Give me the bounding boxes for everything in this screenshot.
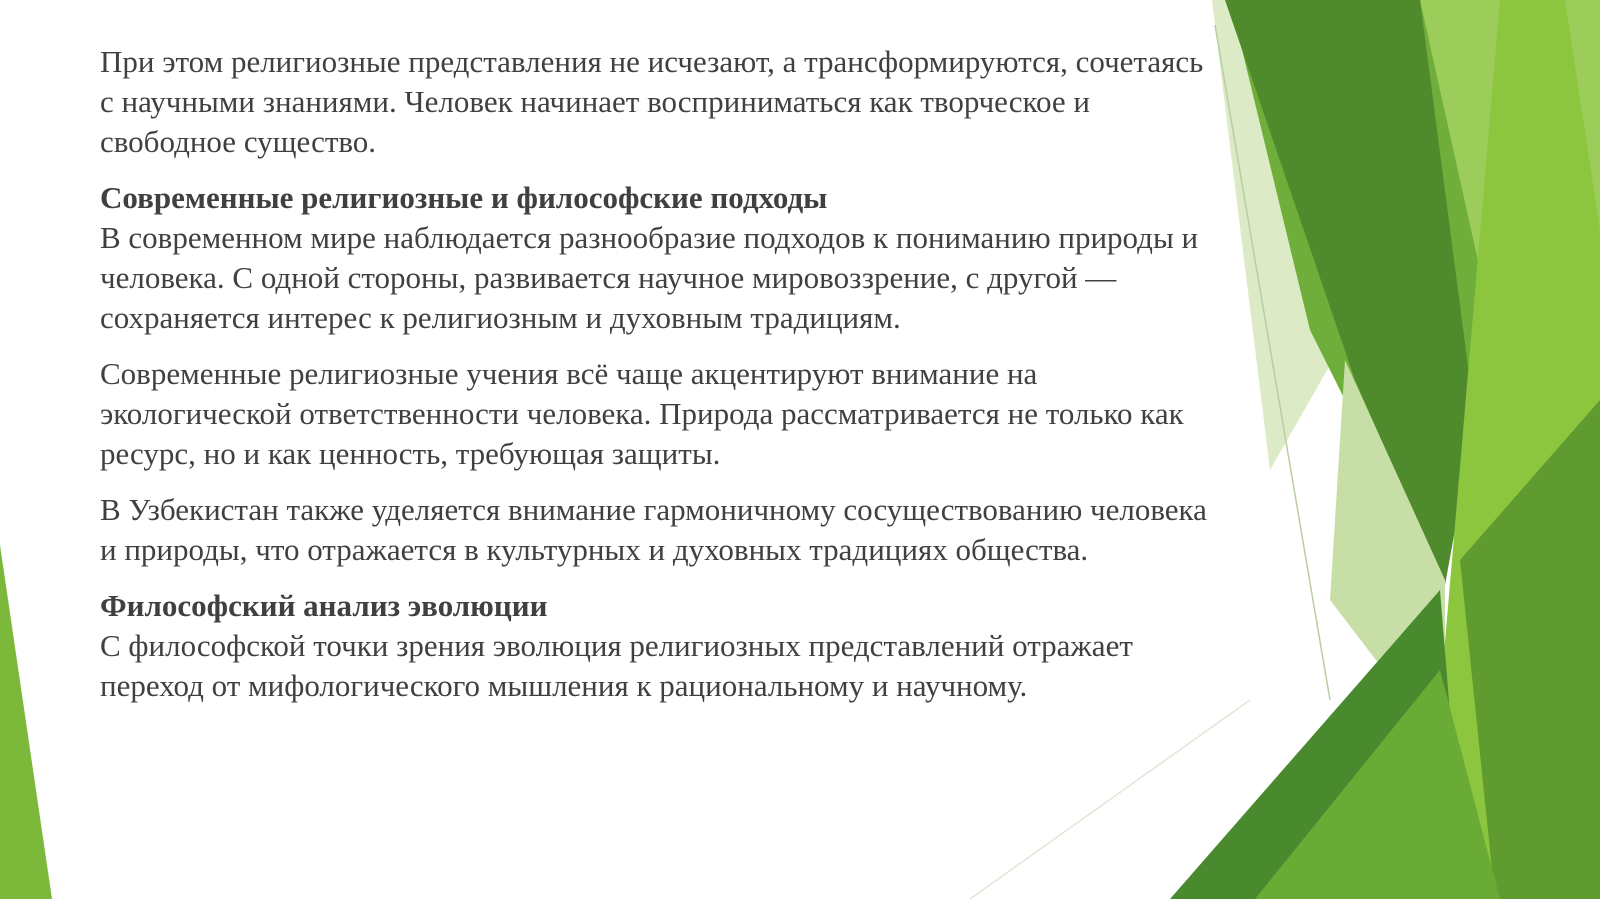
paragraph-text: Современные религиозные учения всё чаще акцентируют внимание на экологической ответственности человека. Природа рассматривается не только как ресурс, но и как ценность, требующая защиты.: [100, 356, 1184, 471]
paragraph-text: В Узбекистан также уделяется внимание гармоничному сосуществованию человека и природы, что отражается в культурных и духовных традициях общества.: [100, 492, 1207, 567]
paragraph-uzbekistan: [100, 490, 1210, 570]
paragraph-intro: [100, 42, 1210, 162]
left-green-sliver: [0, 545, 52, 899]
section-heading: Философский анализ эволюции: [100, 588, 548, 623]
paragraph-modern-approaches: [100, 178, 1210, 338]
section-heading: Современные религиозные и философские подходы: [100, 180, 828, 215]
paragraph-evolution-analysis: [100, 586, 1210, 706]
slide-body: [100, 42, 1210, 722]
paragraph-text: В современном мире наблюдается разнообразие подходов к пониманию природы и человека. С одной стороны, развивается научное мировоззрение, с другой — сохраняется интерес к религиозным и духовным традициям.: [100, 220, 1199, 335]
paragraph-ecology: [100, 354, 1210, 474]
paragraph-text: При этом религиозные представления не исчезают, а трансформируются, сочетаясь с научными знаниями. Человек начинает восприниматься как творческое и свободное существо.: [100, 44, 1204, 159]
paragraph-text: С философской точки зрения эволюция религиозных представлений отражает переход от мифологического мышления к рациональному и научному.: [100, 628, 1133, 703]
